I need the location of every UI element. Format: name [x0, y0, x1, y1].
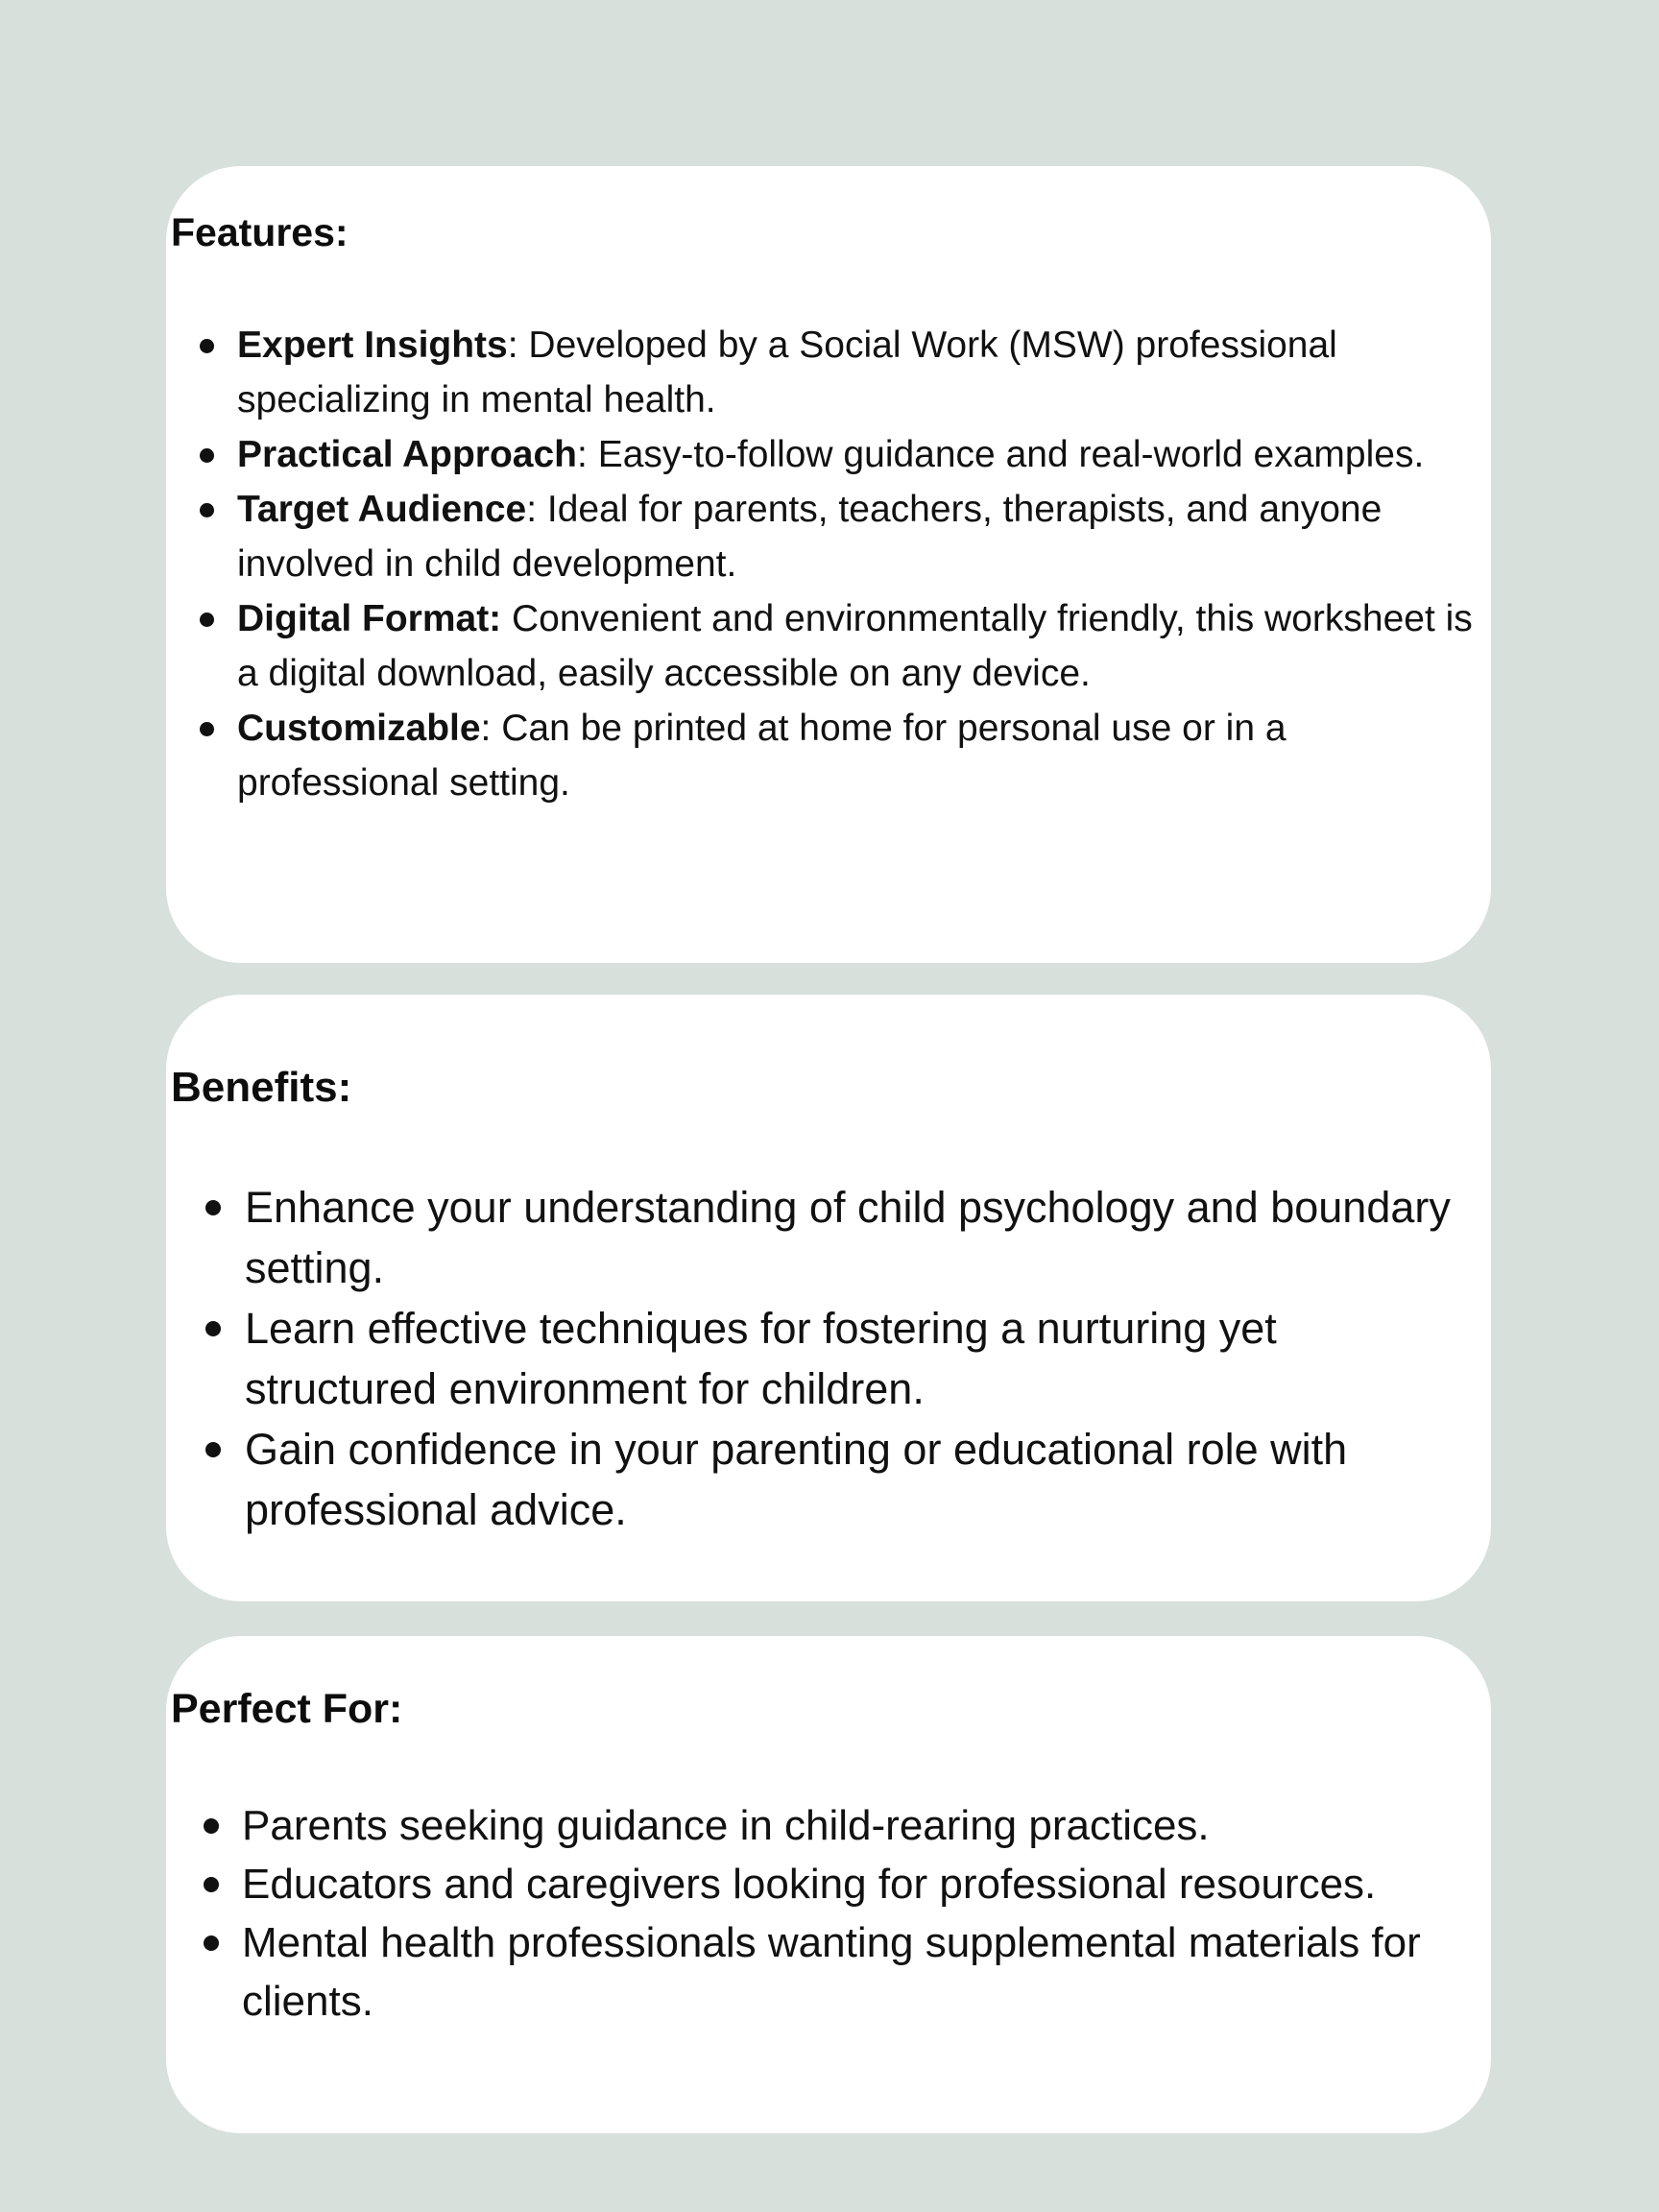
bullet-icon — [200, 722, 214, 736]
features-card — [166, 166, 1491, 963]
audience-text: Parents seeking guidance in child-rearing practices. — [242, 1802, 1210, 1849]
feature-term: Expert Insights — [237, 325, 508, 366]
audience-text: Educators and caregivers looking for professional resources. — [242, 1861, 1377, 1908]
bullet-icon — [200, 613, 214, 627]
benefit-text: Enhance your understanding of child psychology and boundary setting. — [245, 1183, 1451, 1292]
benefits-list — [245, 1177, 1479, 1540]
bullet-icon — [204, 1936, 219, 1951]
bullet-icon — [205, 1442, 221, 1457]
bullet-icon — [204, 1877, 219, 1892]
benefit-text: Learn effective techniques for fostering a nurturing yet structured environment for children. — [245, 1304, 1277, 1413]
audience-text: Mental health professionals wanting supplemental materials for clients. — [242, 1919, 1421, 2025]
feature-term: Customizable — [237, 708, 481, 749]
list-item — [245, 1298, 1479, 1419]
perfect-for-list — [242, 1796, 1485, 2031]
list-item — [237, 591, 1476, 701]
bullet-icon — [200, 448, 214, 463]
bullet-icon — [204, 1818, 219, 1834]
feature-term: Digital Format: — [237, 598, 502, 639]
feature-text: Convenient and environmentally friendly, this worksheet is a digital download, easily accessible on any device. — [237, 598, 1473, 694]
benefit-text: Gain confidence in your parenting or educational role with professional advice. — [245, 1425, 1348, 1534]
feature-term: Practical Approach — [237, 434, 578, 475]
list-item — [245, 1177, 1479, 1298]
list-item — [245, 1419, 1479, 1540]
features-list — [237, 318, 1476, 810]
bullet-icon — [200, 339, 214, 353]
benefits-heading: Benefits: — [171, 1064, 352, 1111]
feature-term: Target Audience — [237, 489, 527, 530]
feature-text: Developed by a Social Work (MSW) professional specializing in mental health. — [237, 325, 1337, 421]
feature-text: Easy-to-follow guidance and real-world examples. — [597, 434, 1425, 475]
list-item — [242, 1913, 1485, 2031]
perfect-for-card — [166, 1636, 1491, 2133]
perfect-for-heading: Perfect For: — [171, 1686, 403, 1732]
features-heading: Features: — [171, 210, 349, 254]
bullet-icon — [200, 503, 214, 517]
list-item: Customizable: Can be printed at home for personal use or in a professional setting. — [237, 701, 1476, 810]
list-item: Target Audience: Ideal for parents, teachers, therapists, and anyone involved in child development. — [237, 482, 1476, 591]
bullet-icon — [205, 1321, 221, 1336]
list-item — [242, 1796, 1485, 1855]
feature-text: Can be printed at home for personal use or in a professional setting. — [237, 708, 1286, 804]
bullet-icon — [205, 1200, 221, 1215]
feature-text: Ideal for parents, teachers, therapists, and anyone involved in child development. — [237, 489, 1382, 585]
benefits-card — [166, 995, 1491, 1601]
list-item: Expert Insights: Developed by a Social Work (MSW) professional specializing in mental health. — [237, 318, 1476, 427]
list-item — [242, 1855, 1485, 1913]
list-item: Practical Approach: Easy-to-follow guidance and real-world examples. — [237, 427, 1476, 482]
